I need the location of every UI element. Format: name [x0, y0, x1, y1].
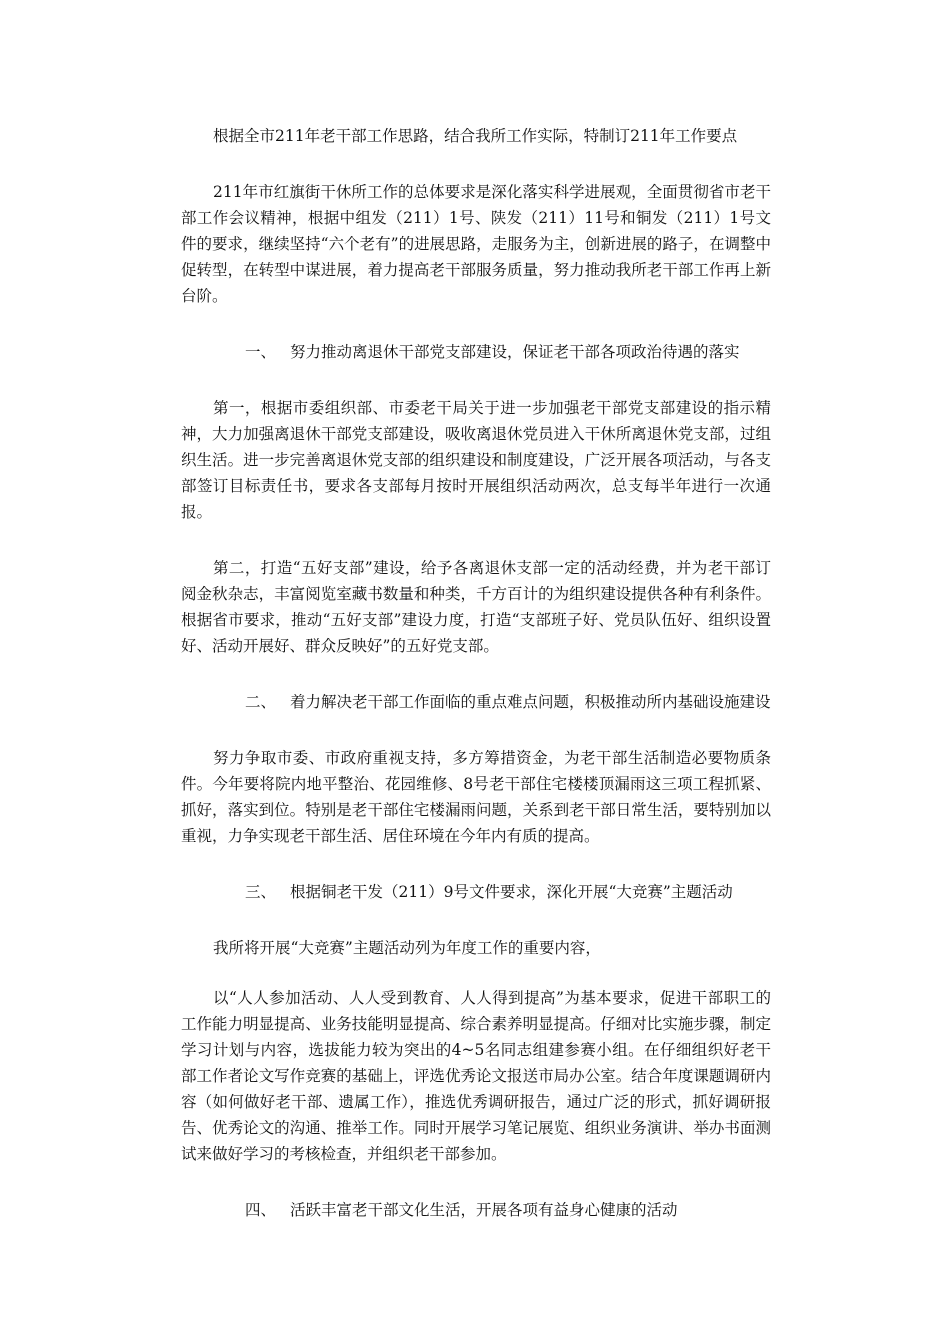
section-number: 三、: [245, 883, 277, 901]
paragraph-competition-intro: 我所将开展“大竞赛”主题活动列为年度工作的重要内容，: [213, 939, 601, 957]
paragraph-second: 第二，打造“五好支部”建设，给予各离退休支部一定的活动经费，并为老干部订阅金秋杂志，丰富阅览室藏书数量和种类，千方百计的为组织建设提供各种有利条件。根据省市要求，推动“五好支部”建设力度，打造“支部班子好、党员队伍好、组织设置好、活动开展好、群众反映好”的五好党支部。: [181, 559, 771, 655]
section-heading-4: [181, 1197, 771, 1223]
paragraph-overall-requirement: 211年市红旗街干休所工作的总体要求是深化落实科学进展观，全面贯彻省市老干部工作会议精神，根据中组发（211）1号、陕发（211）11号和铜发（211）1号文件的要求，继续坚持“六个老有”的进展思路，走服务为主，创新进展的路子，在调整中促转型，在转型中谋进展，着力提高老干部服务质量，努力推动我所老干部工作再上新台阶。: [181, 183, 771, 305]
section-number: 四、: [245, 1201, 277, 1219]
paragraph-first: 第一，根据市委组织部、市委老干局关于进一步加强老干部党支部建设的指示精神，大力加强离退休干部党支部建设，吸收离退休党员进入干休所离退休党支部，过组织生活。进一步完善离退休党支部的组织建设和制度建设，广泛开展各项活动，与各支部签订目标责任书，要求各支部每月按时开展组织活动两次，总支每半年进行一次通报。: [181, 399, 771, 521]
paragraph-infrastructure: 努力争取市委、市政府重视支持，多方筹措资金，为老干部生活制造必要物质条件。今年要将院内地平整治、花园维修、8号老干部住宅楼楼顶漏雨这三项工程抓紧、抓好，落实到位。特别是老干部住宅楼漏雨问题，关系到老干部日常生活，要特别加以重视，力争实现老干部生活、居住环境在今年内有质的提高。: [181, 749, 771, 845]
section-heading-2: [181, 689, 771, 715]
section-number: 一、: [245, 343, 277, 361]
section-title: 着力解决老干部工作面临的重点难点问题，积极推动所内基础设施建设: [290, 693, 771, 711]
document-body: [181, 123, 771, 1253]
section-title: 根据铜老干发（211）9号文件要求，深化开展“大竞赛”主题活动: [290, 883, 733, 901]
paragraph-intro: 根据全市211年老干部工作思路，结合我所工作实际，特制订211年工作要点: [213, 127, 738, 145]
paragraph-competition-detail: 以“人人参加活动、人人受到教育、人人得到提高”为基本要求，促进干部职工的工作能力明显提高、业务技能明显提高、综合素养明显提高。仔细对比实施步骤，制定学习计划与内容，选拔能力较为突出的4~5名同志组建参赛小组。在仔细组织好老干部工作者论文写作竞赛的基础上，评选优秀论文报送市局办公室。结合年度课题调研内容（如何做好老干部、遗属工作），推选优秀调研报告，通过广泛的形式，抓好调研报告、优秀论文的沟通、推举工作。同时开展学习笔记展览、组织业务演讲、举办书面测试来做好学习的考核检查，并组织老干部参加。: [181, 989, 771, 1163]
section-title: 活跃丰富老干部文化生活，开展各项有益身心健康的活动: [290, 1201, 678, 1219]
section-heading-1: [181, 339, 771, 365]
section-title: 努力推动离退休干部党支部建设，保证老干部各项政治待遇的落实: [290, 343, 740, 361]
section-number: 二、: [245, 693, 277, 711]
section-heading-3: [181, 879, 771, 905]
